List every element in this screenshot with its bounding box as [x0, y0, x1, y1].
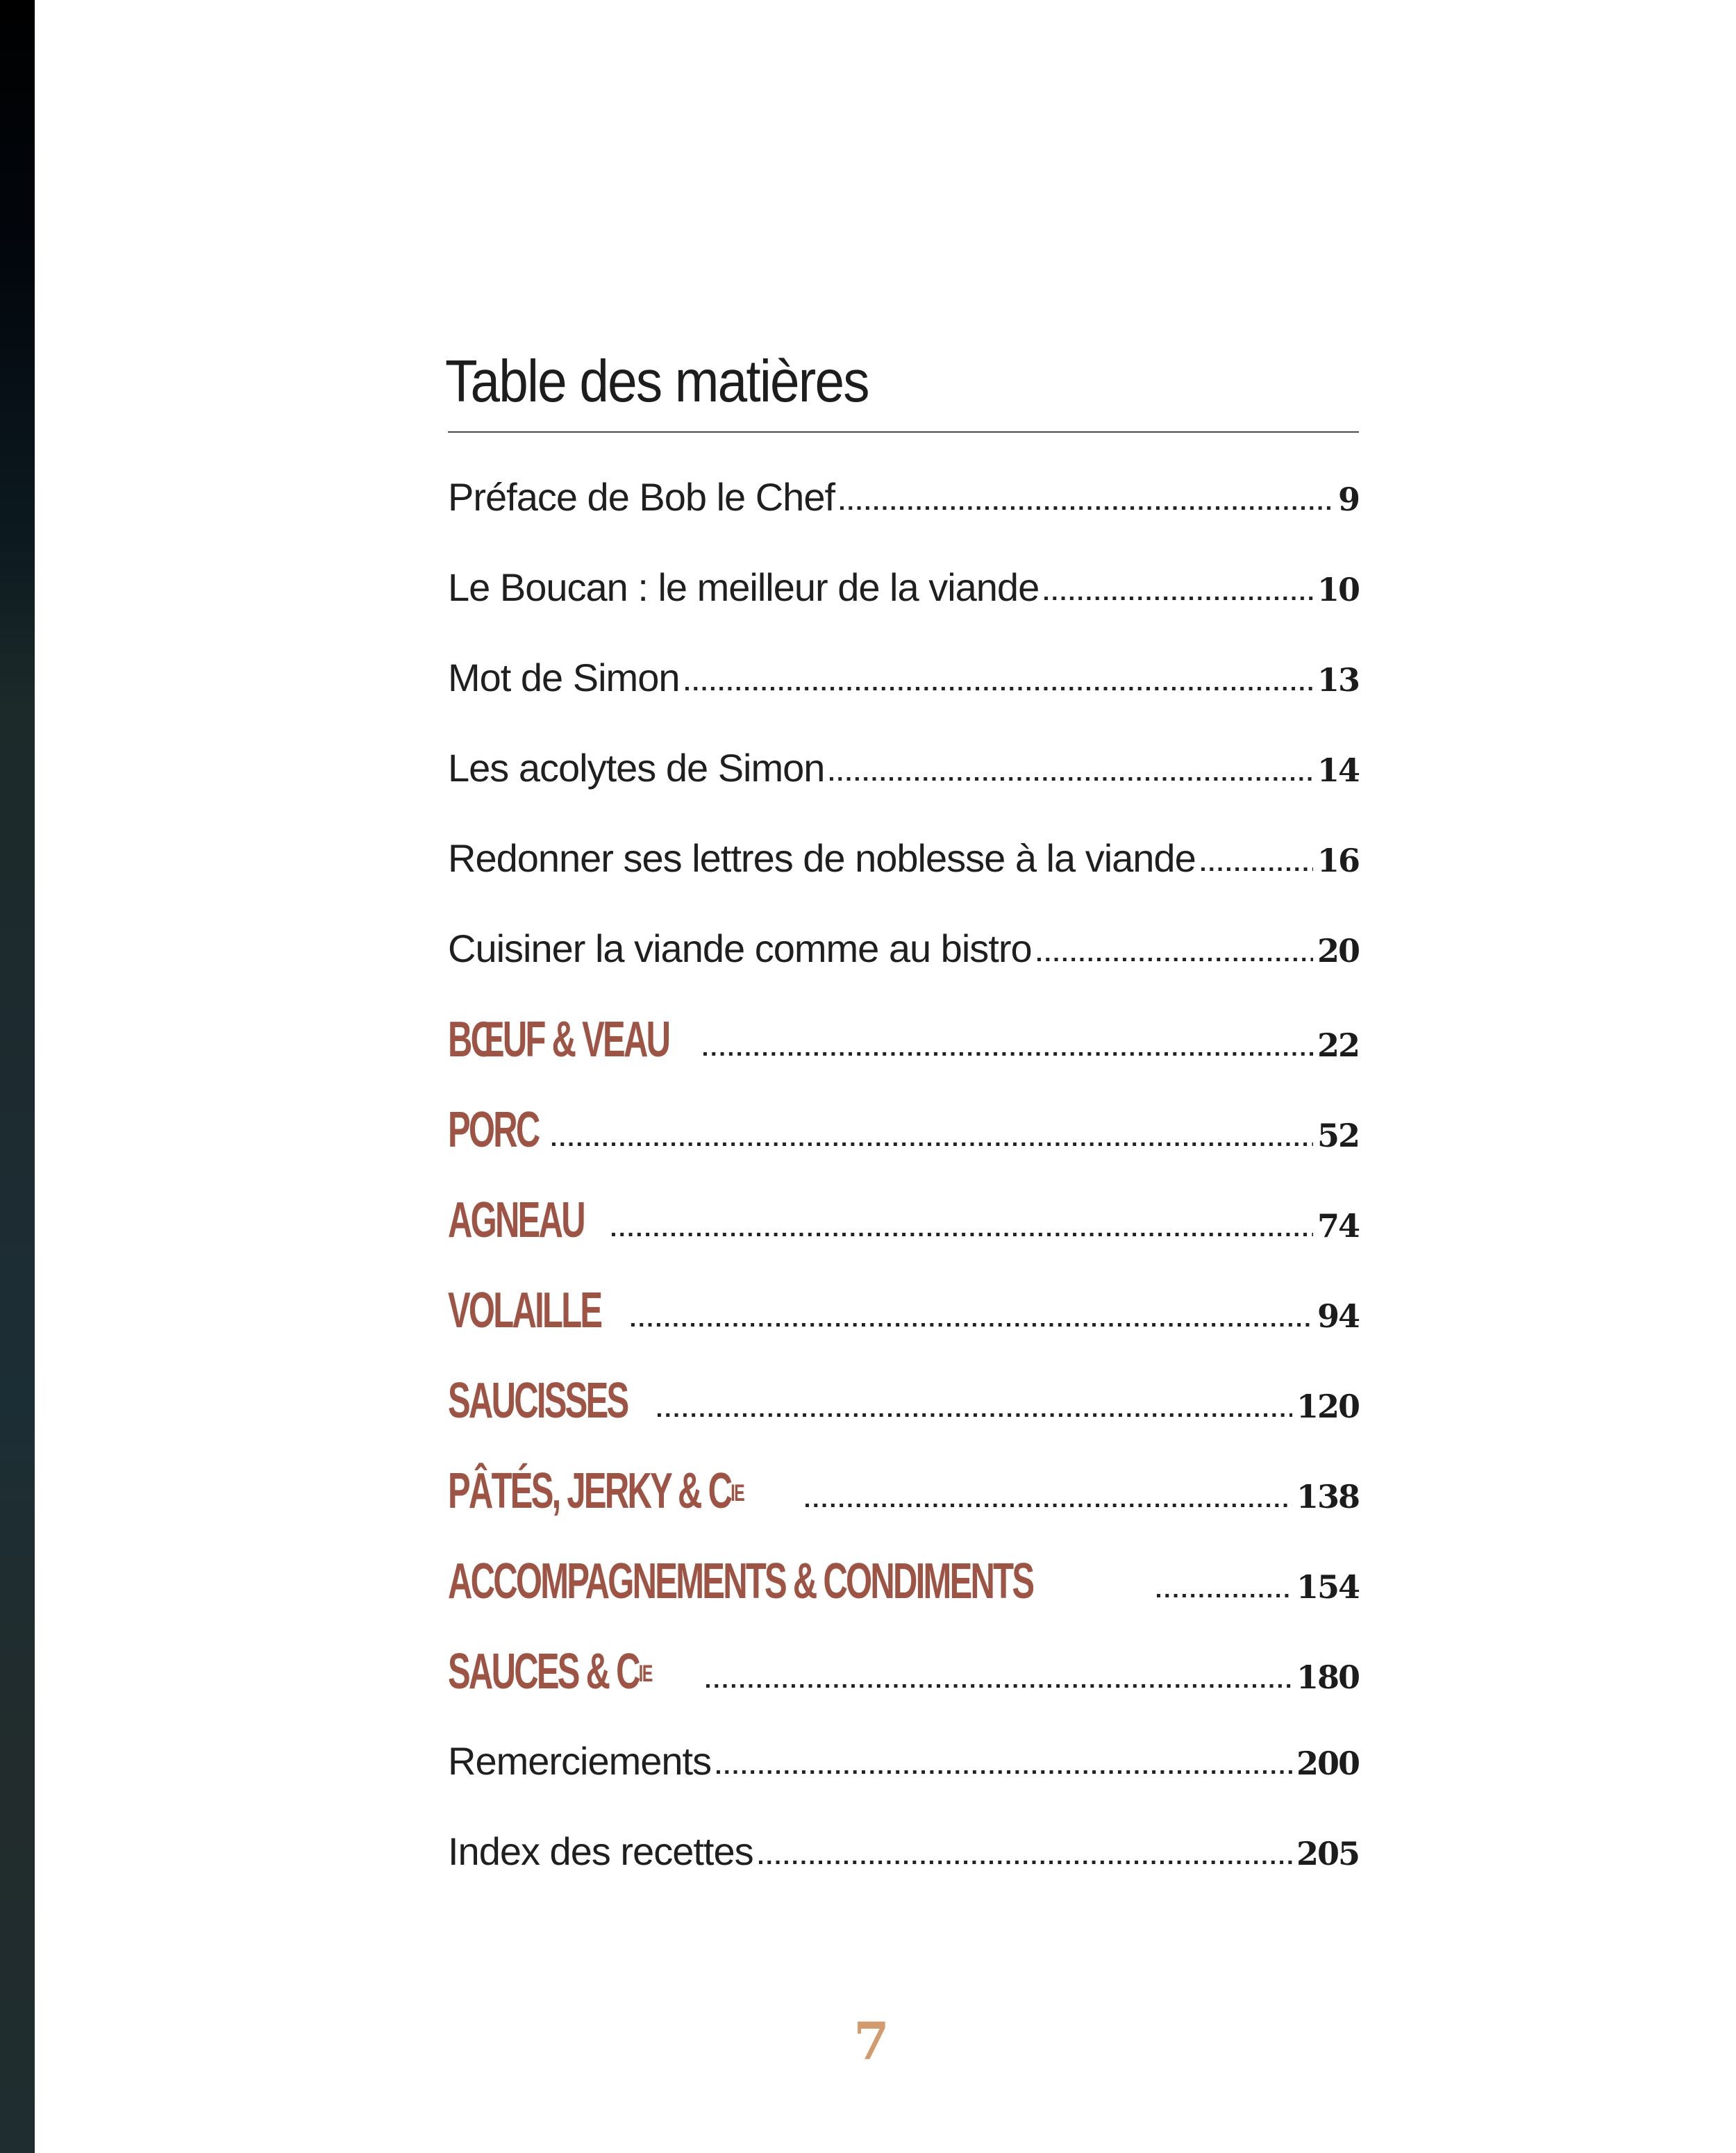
toc-section-boeuf-veau[interactable]	[448, 1011, 1359, 1067]
adjacent-page-edge	[0, 0, 35, 2153]
superscript-ie: IE	[638, 1661, 652, 1687]
toc-entry-page-number: 22	[1317, 1026, 1359, 1064]
toc-entry-acolytes[interactable]	[448, 745, 1359, 801]
toc-entry-label: Le Boucan : le meilleur de la viande	[448, 565, 1040, 609]
toc-section-porc[interactable]	[448, 1102, 1359, 1157]
toc-entry-page-number: 154	[1296, 1568, 1359, 1606]
toc-section-label: PORC	[448, 1102, 539, 1158]
toc-entry-page-number: 14	[1317, 751, 1359, 789]
toc-section-label: AGNEAU	[448, 1192, 584, 1248]
toc-section-accompagnements[interactable]	[448, 1553, 1359, 1608]
toc-entry-redonner[interactable]	[448, 836, 1359, 891]
superscript-ie: IE	[731, 1480, 744, 1506]
dot-leader	[631, 1323, 1313, 1327]
toc-section-saucisses[interactable]	[448, 1372, 1359, 1428]
toc-entry-page-number: 205	[1296, 1835, 1359, 1872]
toc-entry-page-number: 138	[1296, 1478, 1359, 1515]
toc-entry-page-number: 180	[1296, 1659, 1359, 1696]
toc-entry-page-number: 13	[1317, 661, 1359, 699]
toc-section-sauces[interactable]	[448, 1643, 1359, 1699]
toc-entry-label: Remerciements	[448, 1739, 712, 1783]
page-title: Table des matières	[445, 349, 869, 415]
dot-leader	[685, 687, 1313, 690]
toc-entry-remerciements[interactable]	[448, 1738, 1359, 1794]
dot-leader	[840, 506, 1334, 510]
toc-entry-cuisiner[interactable]	[448, 926, 1359, 981]
dot-leader	[1044, 597, 1313, 600]
toc-section-label: SAUCISSES	[448, 1373, 628, 1429]
toc-entry-page-number: 52	[1317, 1117, 1359, 1154]
toc-entry-mot-de-simon[interactable]	[448, 655, 1359, 710]
dot-leader	[830, 777, 1313, 781]
dot-leader	[759, 1861, 1292, 1864]
toc-section-label	[448, 1463, 744, 1520]
toc-entry-label: Redonner ses lettres de noblesse à la viande	[448, 836, 1196, 880]
dot-leader	[658, 1413, 1292, 1417]
section-label-text: PÂTÉS, JERKY & C	[448, 1463, 731, 1519]
toc-entry-page-number: 94	[1317, 1297, 1359, 1335]
toc-entry-page-number: 10	[1317, 571, 1359, 608]
toc-section-label	[448, 1643, 652, 1700]
toc-entry-page-number: 120	[1296, 1388, 1359, 1425]
dot-leader	[1037, 958, 1313, 961]
dot-leader	[703, 1052, 1313, 1056]
toc-entry-label: Cuisiner la viande comme au bistro	[448, 926, 1032, 970]
dot-leader	[706, 1684, 1292, 1688]
page-number: 7	[853, 2012, 890, 2072]
dot-leader	[717, 1770, 1292, 1774]
dot-leader	[552, 1142, 1313, 1146]
toc-section-label: BŒUF & VEAU	[448, 1012, 669, 1067]
dot-leader	[806, 1504, 1292, 1507]
toc-entry-page-number: 74	[1317, 1207, 1359, 1245]
dot-leader	[612, 1233, 1313, 1236]
toc-section-agneau[interactable]	[448, 1192, 1359, 1247]
toc-entry-page-number: 16	[1317, 842, 1359, 879]
dot-leader	[1157, 1594, 1292, 1597]
toc-entry-label: Mot de Simon	[448, 656, 680, 699]
toc-entry-preface[interactable]	[448, 474, 1359, 530]
toc-entry-label: Index des recettes	[448, 1829, 753, 1873]
toc-entry-page-number: 200	[1296, 1745, 1359, 1782]
toc-entry-index-recettes[interactable]	[448, 1829, 1359, 1884]
toc-section-label: VOLAILLE	[448, 1283, 601, 1338]
dot-leader	[1201, 867, 1313, 871]
section-label-text: SAUCES & C	[448, 1644, 639, 1699]
toc-section-volaille[interactable]	[448, 1282, 1359, 1338]
toc-section-label: ACCOMPAGNEMENTS & CONDIMENTS	[448, 1554, 1033, 1609]
toc-entry-label: Préface de Bob le Chef	[448, 475, 835, 519]
toc-entry-label: Les acolytes de Simon	[448, 746, 825, 790]
toc-entry-le-boucan[interactable]	[448, 565, 1359, 620]
title-divider	[448, 431, 1359, 433]
book-page	[35, 0, 1736, 2153]
toc-entry-page-number: 9	[1337, 481, 1359, 518]
toc-section-pates-jerky[interactable]	[448, 1463, 1359, 1518]
toc-entry-page-number: 20	[1317, 932, 1359, 970]
